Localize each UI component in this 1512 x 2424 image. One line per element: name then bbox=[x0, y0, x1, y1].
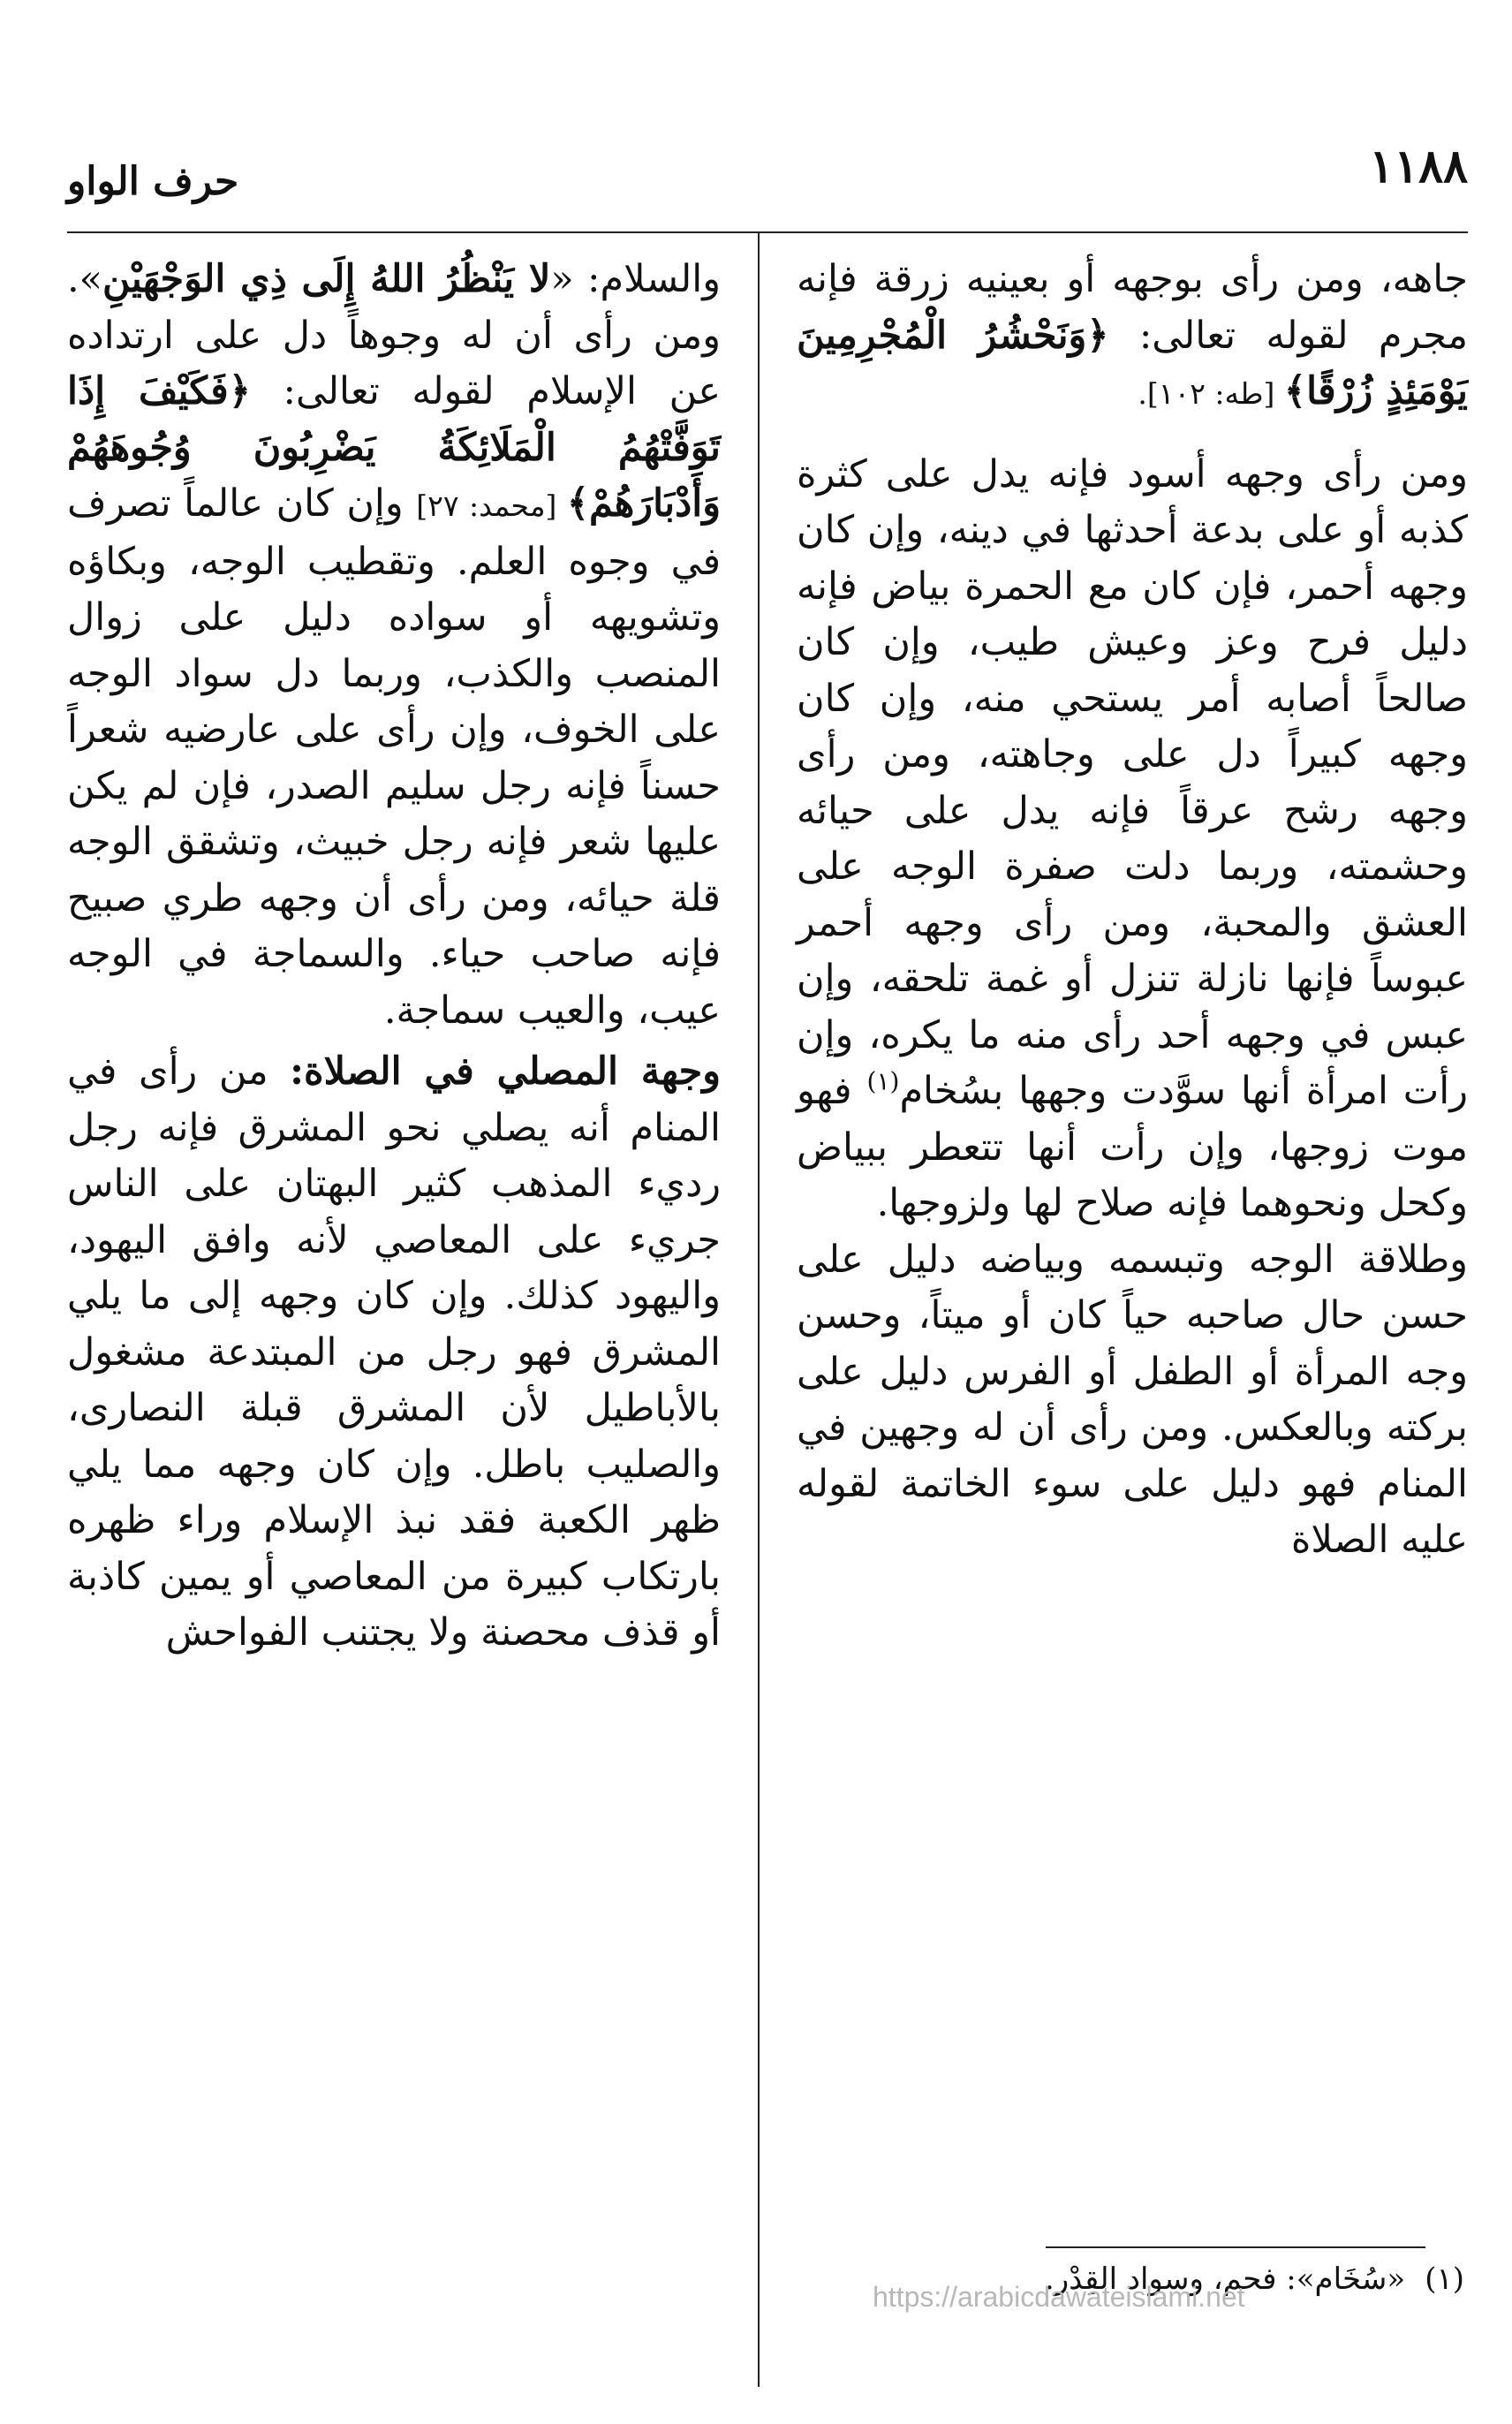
body-text: من رأى في المنام أنه يصلي نحو المشرق فإنه رجل رديء المذهب كثير البهتان على الناس جريء على المعاصي لأنه وافق اليهود، واليهود كذلك. وإن كان وجهه إلى ما يلي المشرق فهو رجل من المبتدعة مشغول بالأباطيل لأن المشرق قبلة النصارى، والصليب باطل. وإن كان وجهه مما يلي ظهر الكعبة فقد نبذ الإسلام وراء ظهره بارتكاب كبيرة من المعاصي أو يمين كاذبة أو قذف محصنة ولا يجتنب الفواحش bbox=[67, 1049, 721, 1655]
column-divider bbox=[758, 231, 760, 2387]
paragraph bbox=[797, 1232, 1468, 1569]
running-header: حرف الواو bbox=[67, 159, 239, 204]
footnote-number: (١) bbox=[1425, 2261, 1464, 2297]
paragraph bbox=[797, 252, 1468, 422]
body-text: جاهه، ومن رأى بوجهه أو بعينيه زرقة فإنه مجرم لقوله تعالى: bbox=[797, 257, 1469, 358]
footnote-marker: (١) bbox=[866, 1066, 900, 1096]
body-text: وطلاقة الوجه وتبسمه وبياضه دليل على حسن حال صاحبه حياً كان أو ميتاً، وحسن وجه المرأة أو الطفل أو الفرس دليل على بركته وبالعكس. ومن رأى أن له وجهين في المنام فهو دليل على سوء الخاتمة لقوله عليه الصلاة bbox=[797, 1237, 1468, 1562]
paragraph bbox=[67, 1044, 721, 1662]
body-text: والسلام: « bbox=[550, 257, 721, 301]
header-rule bbox=[67, 231, 1468, 233]
hadith-text: لا يَنْظُرُ اللهُ إِلَى ذِي الوَجْهَيْنِ bbox=[102, 257, 551, 301]
body-text: ومن رأى وجهه أسود فإنه يدل على كثرة كذبه أو على بدعة أحدثها في دينه، وإن كان وجهه أحمر، فإن كان مع الحمرة بياض فإنه دليل فرح وعز وعيش طيب، وإن كان صالحاً أصابه أمر يستحي منه، وإن كان وجهه كبيراً دل على وجاهته، ومن رأى وجهه رشح عرقاً فإنه يدل على حيائه وحشمته، وربما دلت صفرة الوجه على العشق والمحبة، ومن رأى وجهه أحمر عبوساً فإنها نازلة تنزل أو غمة تلحقه، وإن عبس في وجهه أحد رأى منه ما يكره، وإن رأت امرأة أنها سوَّدت وجهها بسُخام bbox=[797, 451, 1468, 1113]
footnote-text: «سُخَام»: فحم، وسواد القِدْر. bbox=[1044, 2261, 1406, 2297]
footnote-rule bbox=[1046, 2246, 1425, 2248]
quran-verse: ﴿فَكَيْفَ إِذَا تَوَفَّتْهُمُ الْمَلَائِكَةُ يَضْرِبُونَ وُجُوهَهُمْ وَأَدْبَارَهُمْ﴾ bbox=[67, 369, 721, 526]
right-column bbox=[797, 252, 1468, 1569]
page-number: ١١٨٨ bbox=[1369, 140, 1468, 193]
left-column bbox=[67, 252, 721, 1662]
section-heading: وجهة المصلي في الصلاة: bbox=[290, 1049, 721, 1094]
body-text: ». ومن رأى أن له وجوهاً دل على ارتداده عن الإسلام لقوله تعالى: bbox=[67, 257, 721, 413]
paragraph bbox=[67, 252, 721, 1039]
watermark: https://arabicdawateislami.net bbox=[873, 2281, 1245, 2313]
verse-reference: [طه: ١٠٢]. bbox=[1138, 376, 1284, 411]
quran-verse: ﴿وَنَحْشُرُ الْمُجْرِمِينَ يَوْمَئِذٍ زُرْقًا﴾ bbox=[797, 313, 1468, 413]
paragraph bbox=[797, 447, 1468, 1232]
body-text: وإن كان عالماً تصرف في وجوه العلم. وتقطيب الوجه، وبكاؤه وتشويهه أو سواده دليل على زوال المنصب والكذب، وربما دل سواد الوجه على الخوف، وإن رأى على عارضيه شعراً حسناً فإنه رجل سليم الصدر، فإن لم يكن عليها شعر فإنه رجل خبيث، وتشقق الوجه قلة حيائه، ومن رأى أن وجهه طري صبيح فإنه صاحب حياء. والسماجة في الوجه عيب، والعيب سماجة. bbox=[67, 481, 721, 1033]
verse-reference: [محمد: ٢٧] bbox=[416, 489, 567, 523]
body-text: فهو موت زوجها، وإن رأت أنها تتعطر ببياض وكحل ونحوهما فإنه صلاح لها ولزوجها. bbox=[797, 1069, 1468, 1225]
